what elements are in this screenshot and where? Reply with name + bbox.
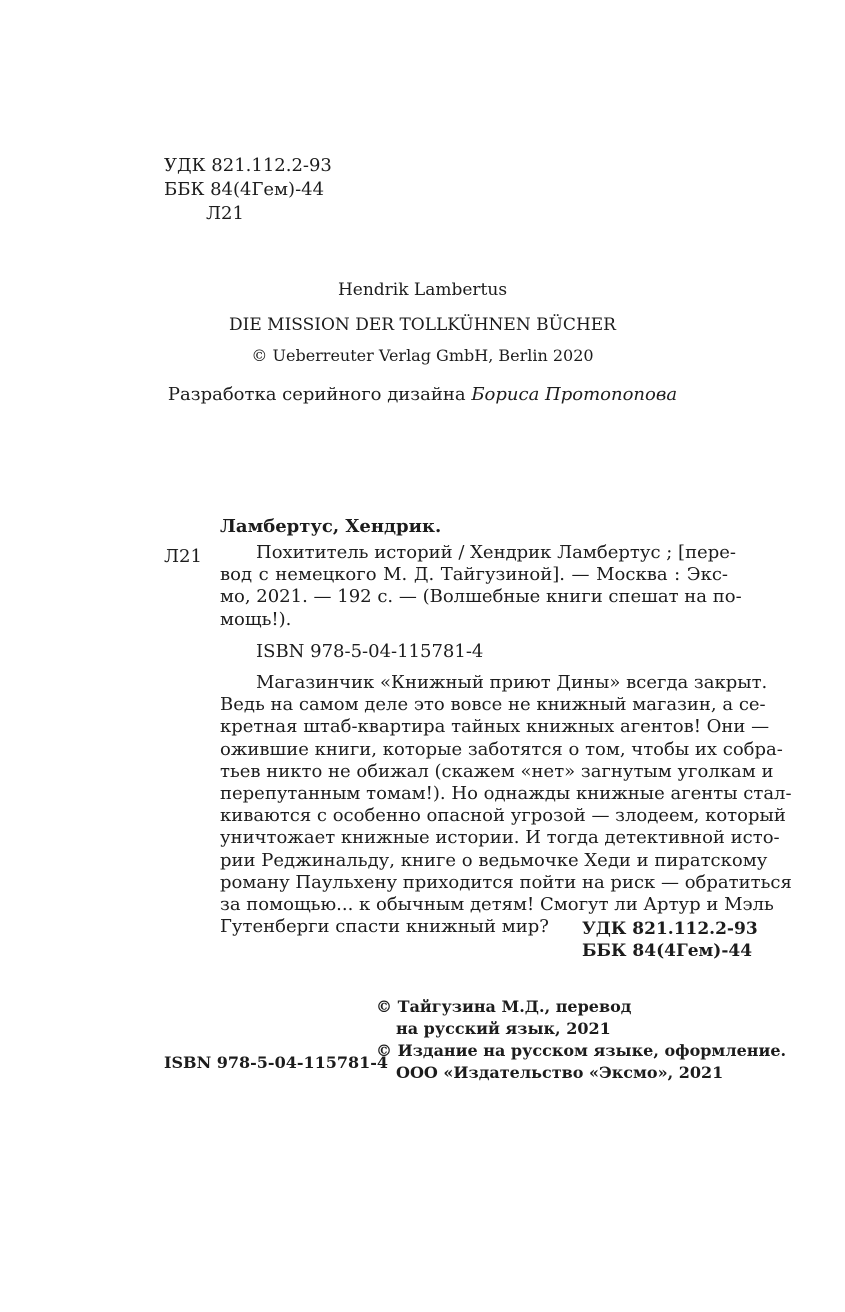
annotation-line: за помощью... к обычным детям! Смогут ли Артур и Мэль — [220, 893, 774, 915]
annotation-line: Гутенберги спасти книжный мир? — [220, 916, 549, 938]
annotation-line: кретная штаб-квартира тайных книжных агентов! Они — — [220, 716, 770, 738]
annotation-line: тьев никто не обижал (скажем «нет» загнутым уголкам и — [220, 760, 774, 782]
biblio-line: мощь!). — [220, 608, 292, 630]
edition-copyright-cont: ООО «Издательство «Эксмо», 2021 — [396, 1063, 724, 1082]
annotation-line: Магазинчик «Книжный приют Дины» всегда закрыт. — [256, 672, 768, 693]
design-credit-prefix: Разработка серийного дизайна — [167, 384, 466, 405]
annotation-line: уничтожает книжные истории. И тогда детективной исто- — [220, 827, 780, 849]
original-author: Hendrik Lambertus — [337, 280, 508, 300]
top-bbk-code: ББК 84(4Гем)-44 — [164, 179, 325, 200]
classification-codes — [582, 918, 758, 962]
isbn-bottom: ISBN 978-5-04-115781-4 — [164, 1053, 389, 1072]
biblio-line: мо, 2021. — 192 с. — (Волшебные книги спешат на по- — [220, 586, 742, 608]
entry-shelf-code: Л21 — [164, 546, 202, 567]
bbk-code: ББК 84(4Гем)-44 — [582, 941, 753, 961]
bibliographic-description — [220, 542, 742, 631]
biblio-line: Похититель историй / Хендрик Ламбертус ; [пере- — [256, 542, 736, 563]
entry-isbn: ISBN 978-5-04-115781-4 — [256, 641, 484, 662]
original-title: DIE MISSION DER TOLLKÜHNEN BÜCHER — [229, 315, 616, 335]
copyright-block — [376, 996, 786, 1084]
edition-copyright: © Издание на русском языке, оформление. — [376, 1041, 787, 1060]
annotation-line: перепутанным томам!). Но однажды книжные агенты стал- — [220, 782, 792, 804]
top-udk-code: УДК 821.112.2-93 — [164, 155, 332, 176]
annotation-line: роману Паульхену приходится пойти на риск — обратиться — [220, 871, 792, 893]
design-credit-designer: Бориса Протопопова — [471, 384, 678, 405]
annotation-text — [220, 672, 792, 938]
translation-copyright: © Тайгузина М.Д., перевод — [376, 997, 632, 1016]
annotation-line: ожившие книги, которые заботятся о том, чтобы их собра- — [220, 738, 783, 760]
top-shelf-code: Л21 — [206, 203, 244, 224]
entry-heading: Ламбертус, Хендрик. — [220, 516, 442, 537]
translation-copyright-cont: на русский язык, 2021 — [396, 1019, 611, 1038]
original-copyright: © Ueberreuter Verlag GmbH, Berlin 2020 — [251, 346, 594, 365]
biblio-line: вод с немецкого М. Д. Тайгузиной]. — Москва : Экс- — [220, 564, 728, 586]
udk-code: УДК 821.112.2-93 — [582, 919, 758, 939]
annotation-line: киваются с особенно опасной угрозой — злодеем, который — [220, 805, 786, 827]
annotation-line: рии Реджинальду, книге о ведьмочке Хеди и пиратскому — [220, 849, 768, 871]
annotation-line: Ведь на самом деле это вовсе не книжный магазин, а се- — [220, 694, 766, 716]
top-classification-codes — [164, 154, 332, 226]
design-credit — [0, 384, 845, 405]
